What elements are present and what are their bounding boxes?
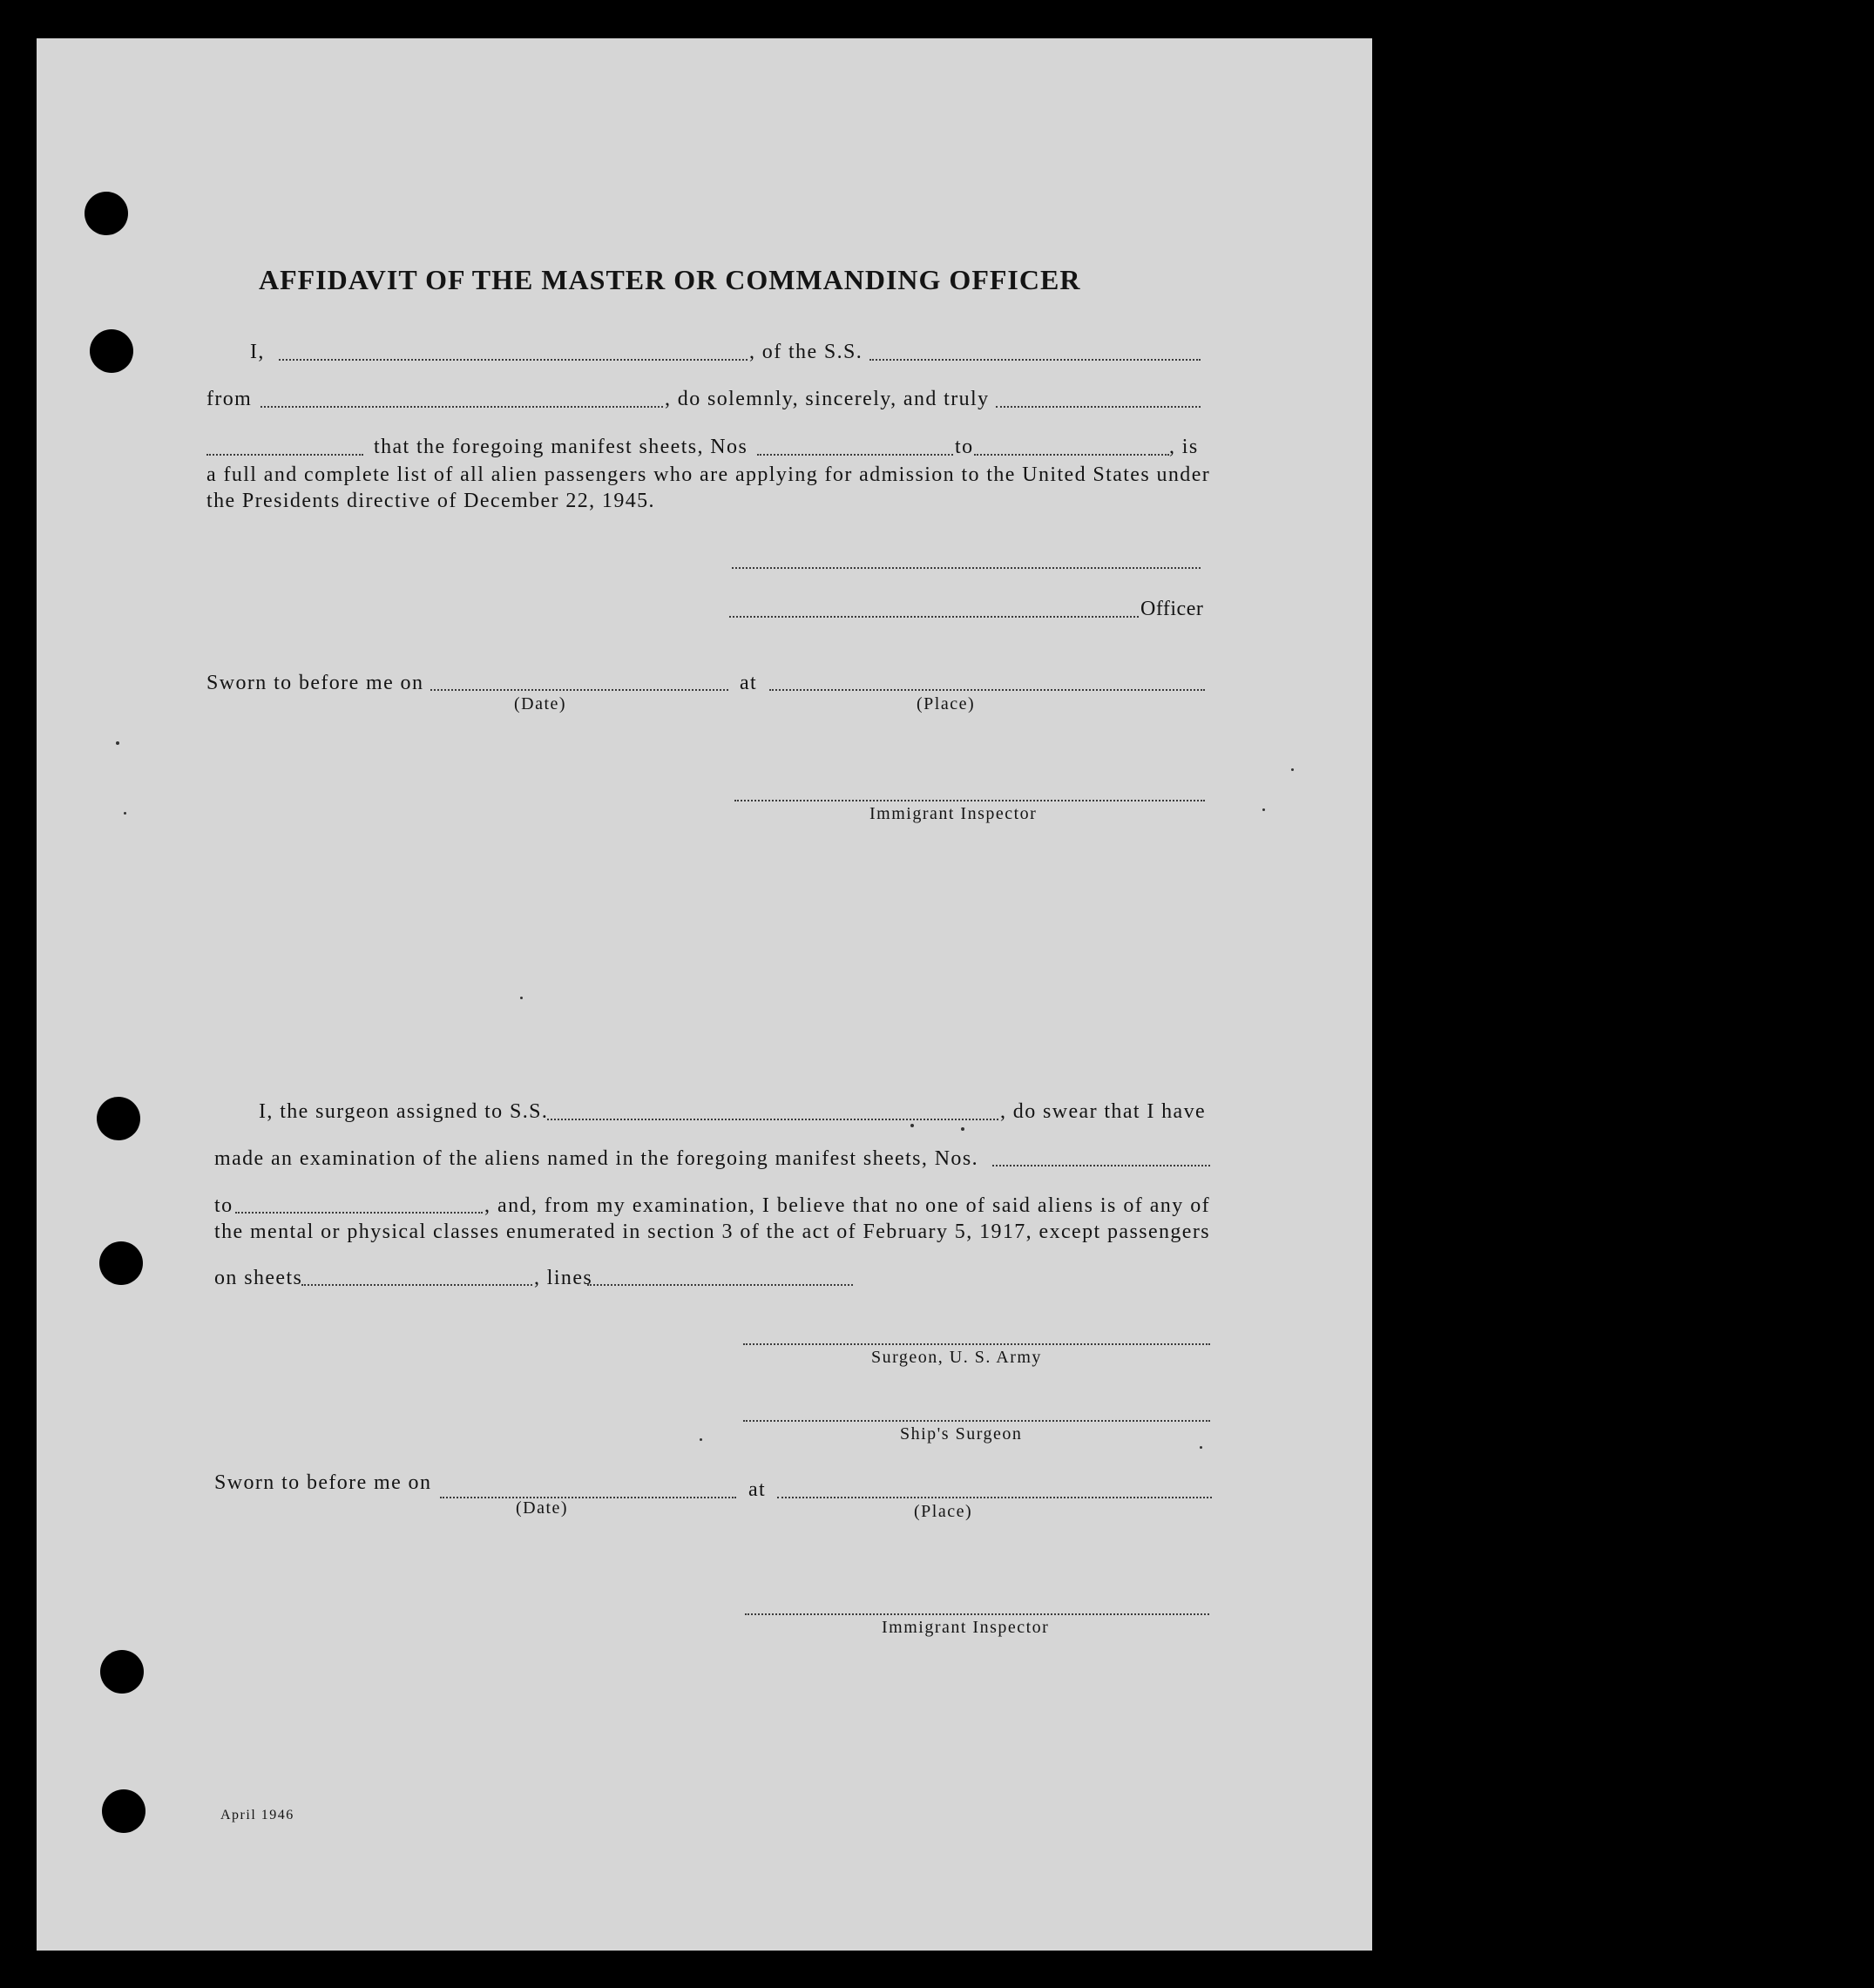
master-of-ss-label: , of the S.S. bbox=[749, 341, 863, 363]
officer-label: Officer bbox=[1140, 598, 1204, 620]
punch-hole-6 bbox=[102, 1789, 145, 1833]
army-surgeon-signature-line[interactable] bbox=[743, 1343, 1210, 1345]
surgeon-place-caption: (Place) bbox=[914, 1502, 973, 1521]
surgeon-to-label: to bbox=[214, 1194, 233, 1217]
surgeon-sheet-from-field[interactable] bbox=[992, 1165, 1210, 1166]
surgeon-sworn-label: Sworn to before me on bbox=[214, 1471, 432, 1494]
surgeon-swear-label: , do swear that I have bbox=[1000, 1100, 1207, 1123]
ship-surgeon-caption: Ship's Surgeon bbox=[900, 1424, 1023, 1444]
master-name-field[interactable] bbox=[279, 359, 748, 361]
master-statement-line-2: the Presidents directive of December 22, 1945. bbox=[206, 490, 655, 512]
scan-speck bbox=[1291, 768, 1294, 771]
officer-title-line[interactable] bbox=[729, 616, 1139, 618]
master-i-label: I, bbox=[250, 341, 265, 363]
form-revision-date: April 1946 bbox=[220, 1808, 294, 1822]
surgeon-statement-line-3: , and, from my examination, I believe that no one of said aliens is of any of bbox=[484, 1194, 1210, 1217]
punch-hole-3 bbox=[97, 1097, 140, 1140]
surgeon-lines-label: , lines bbox=[534, 1267, 593, 1289]
master-sheet-to-field-2[interactable] bbox=[1148, 454, 1169, 456]
scan-speck bbox=[700, 1438, 702, 1441]
surgeon-lines-field[interactable] bbox=[587, 1284, 853, 1286]
punch-hole-2 bbox=[90, 329, 133, 373]
master-sworn-place-field[interactable] bbox=[769, 689, 1205, 691]
surgeon-date-caption: (Date) bbox=[516, 1498, 569, 1518]
master-is-label: , is bbox=[1169, 436, 1199, 458]
master-sheet-from-field[interactable] bbox=[757, 454, 953, 456]
scan-speck bbox=[520, 997, 523, 999]
master-to-label: to bbox=[955, 436, 974, 458]
master-date-caption: (Date) bbox=[514, 694, 567, 713]
punch-hole-4 bbox=[99, 1241, 143, 1285]
master-swear-label: , do solemnly, sincerely, and truly bbox=[665, 388, 990, 410]
master-sworn-date-field[interactable] bbox=[430, 689, 728, 691]
surgeon-line-1-label: I, the surgeon assigned to S.S. bbox=[259, 1100, 549, 1123]
master-signature-line[interactable] bbox=[732, 567, 1201, 569]
surgeon-sheet-to-field[interactable] bbox=[235, 1212, 483, 1214]
surgeon-sworn-date-field[interactable] bbox=[440, 1497, 736, 1498]
punch-hole-1 bbox=[85, 192, 128, 235]
master-inspector-caption: Immigrant Inspector bbox=[869, 804, 1038, 823]
form-title: AFFIDAVIT OF THE MASTER OR COMMANDING OFFICER bbox=[259, 264, 1081, 295]
master-place-caption: (Place) bbox=[917, 694, 976, 713]
surgeon-ship-name-field[interactable] bbox=[547, 1119, 998, 1120]
scan-speck bbox=[124, 812, 126, 815]
master-inspector-signature-line[interactable] bbox=[734, 800, 1205, 801]
ship-surgeon-signature-line[interactable] bbox=[743, 1420, 1210, 1422]
army-surgeon-caption: Surgeon, U. S. Army bbox=[871, 1348, 1042, 1367]
surgeon-sworn-at-label: at bbox=[748, 1478, 767, 1501]
surgeon-line-2-label: made an examination of the aliens named in the foregoing manifest sheets, Nos. bbox=[214, 1147, 978, 1170]
master-ship-name-field[interactable] bbox=[869, 359, 1201, 361]
master-oath-type-field[interactable] bbox=[996, 406, 1201, 408]
master-sheet-to-field[interactable] bbox=[974, 454, 1146, 456]
master-sworn-at-label: at bbox=[740, 672, 758, 694]
form-page bbox=[37, 38, 1372, 1951]
surgeon-sheets-field[interactable] bbox=[301, 1284, 532, 1286]
master-declare-field[interactable] bbox=[206, 454, 363, 456]
master-sworn-label: Sworn to before me on bbox=[206, 672, 424, 694]
punch-hole-5 bbox=[100, 1650, 144, 1694]
scan-speck bbox=[910, 1124, 914, 1127]
surgeon-inspector-signature-line[interactable] bbox=[745, 1613, 1209, 1615]
scan-speck bbox=[1262, 808, 1265, 811]
master-from-port-field[interactable] bbox=[260, 406, 663, 408]
scan-speck bbox=[1200, 1446, 1202, 1449]
surgeon-inspector-caption: Immigrant Inspector bbox=[882, 1618, 1050, 1637]
surgeon-sheets-label: on sheets bbox=[214, 1267, 303, 1289]
surgeon-sworn-place-field[interactable] bbox=[777, 1497, 1212, 1498]
master-from-label: from bbox=[206, 388, 253, 410]
master-manifest-label: that the foregoing manifest sheets, Nos bbox=[374, 436, 748, 458]
surgeon-statement-line-4: the mental or physical classes enumerated in section 3 of the act of February 5, 1917, except passengers bbox=[214, 1221, 1210, 1243]
scan-speck bbox=[961, 1127, 964, 1131]
scan-speck bbox=[116, 741, 119, 745]
master-statement-line-1: a full and complete list of all alien passengers who are applying for admission to the United States under bbox=[206, 463, 1211, 486]
